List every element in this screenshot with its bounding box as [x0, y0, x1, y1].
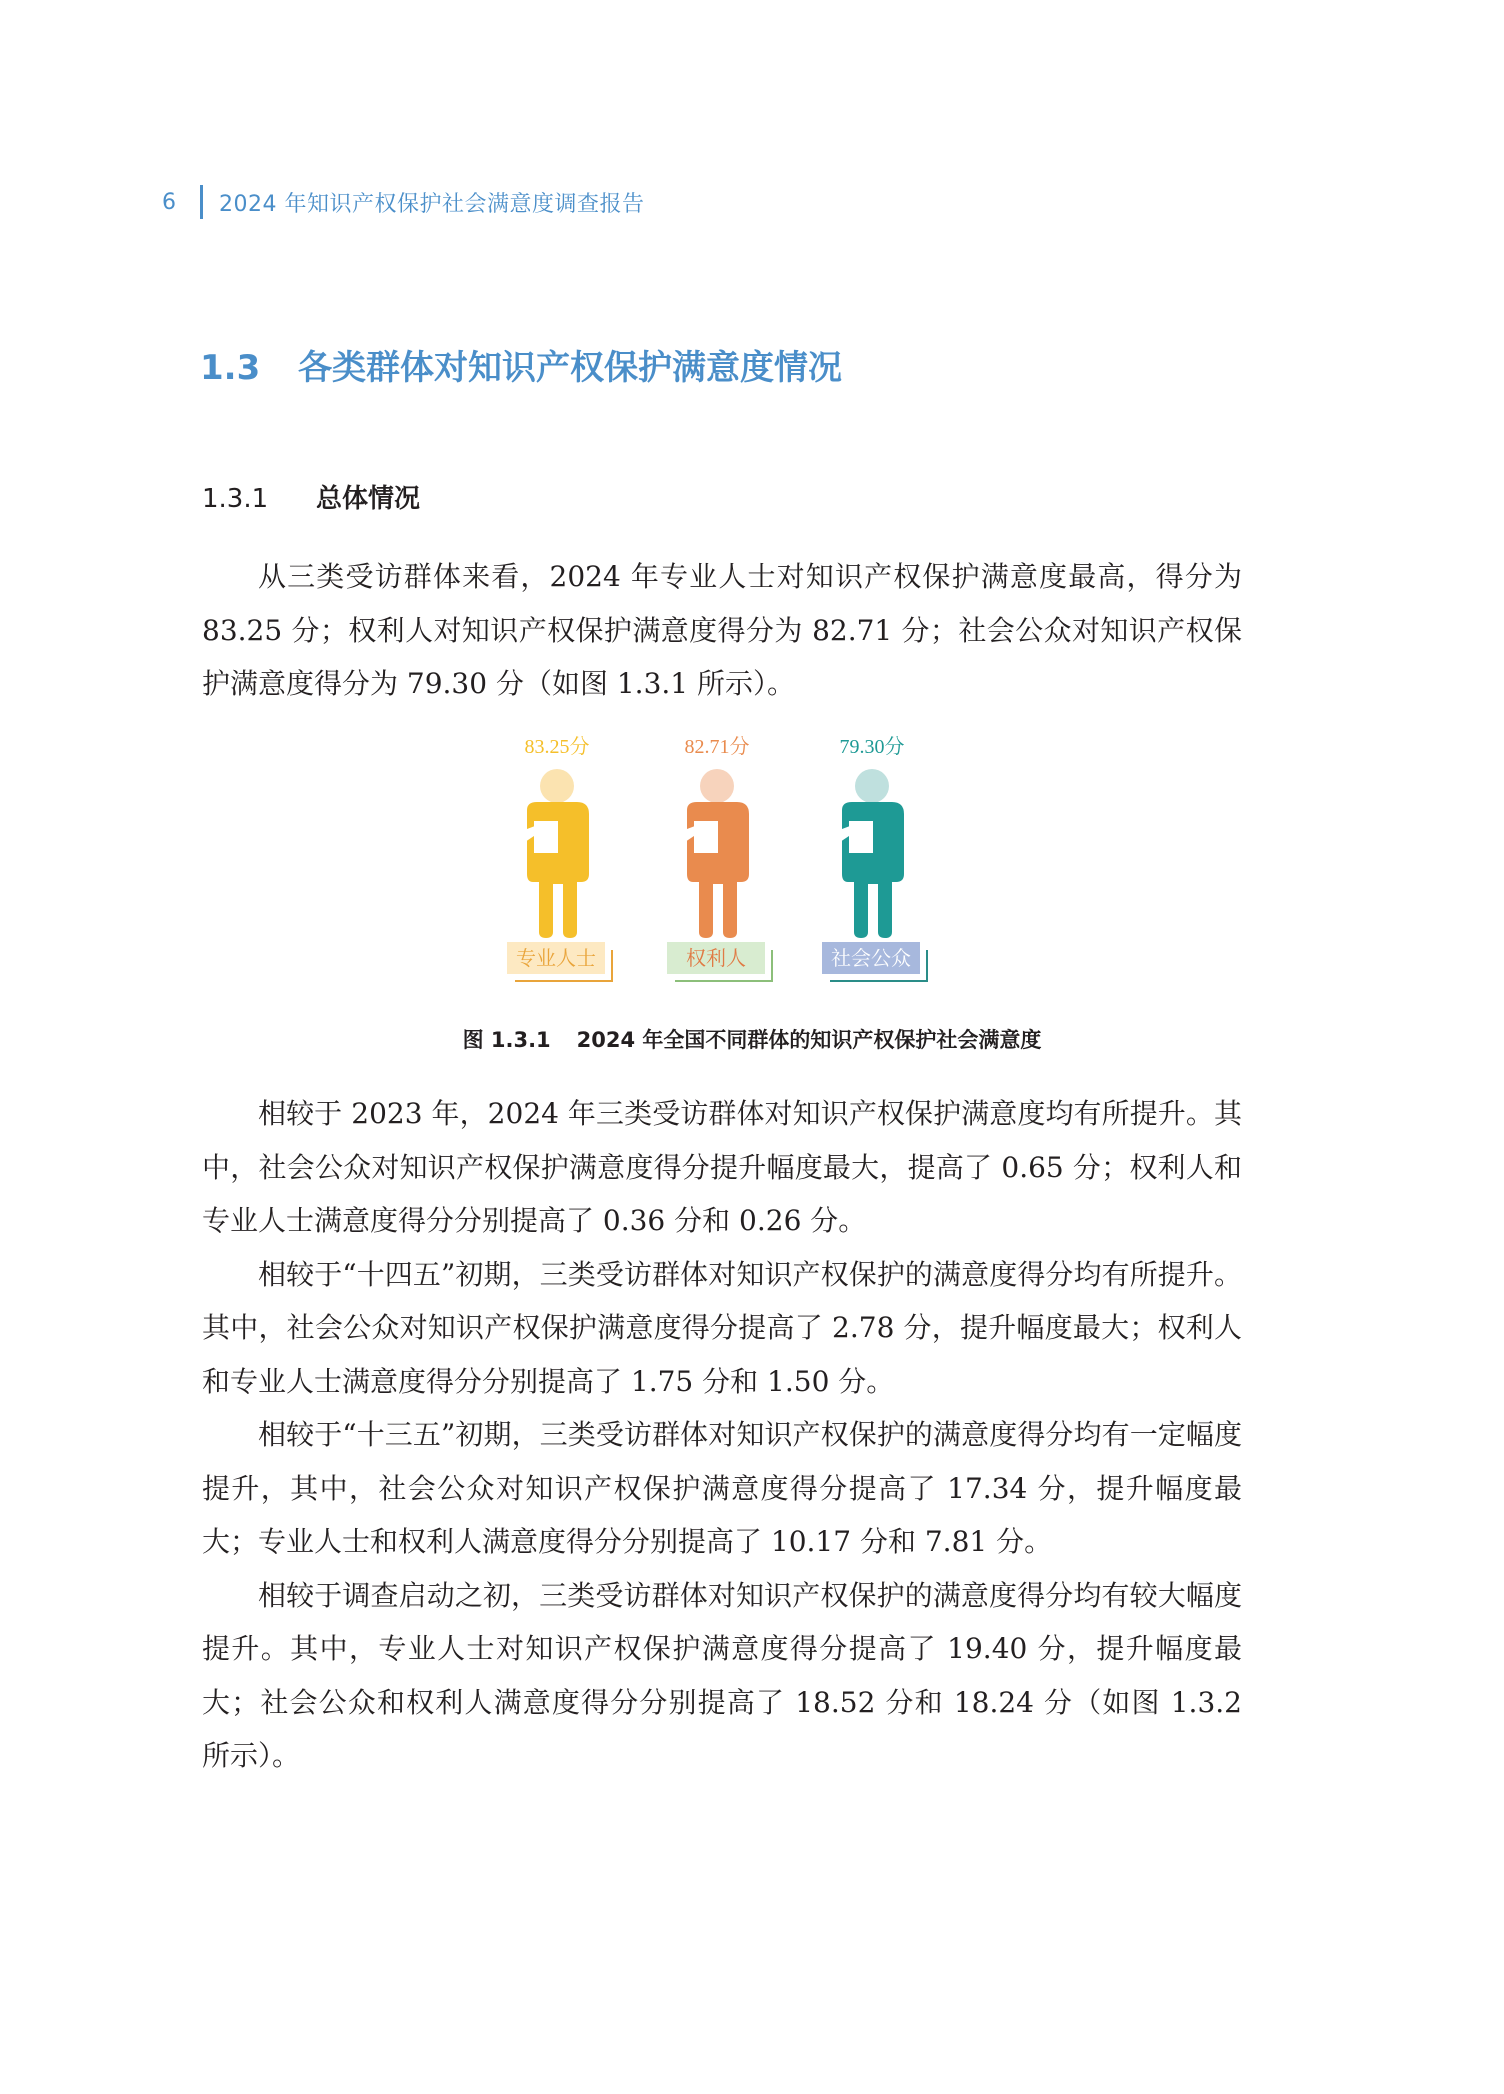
figure-caption	[0, 1024, 1504, 1054]
paragraph: 相较于调查启动之初，三类受访群体对知识产权保护的满意度得分均有较大幅度提升。其中，专业人士对知识产权保护满意度得分提高了 19.40 分，提升幅度最大；社会公众和权利人满意度得分分别提高了 18.52 分和 18.24 分（如图 1.3.2 所示）。	[202, 1578, 1242, 1772]
person-icon	[497, 766, 617, 938]
page-number: 6	[162, 189, 176, 215]
section-number: 1.3	[200, 348, 261, 388]
group-label-box	[822, 942, 922, 976]
group-label: 社会公众	[822, 942, 920, 974]
score-label: 79.30分	[839, 736, 905, 758]
paragraph: 相较于“十四五”初期，三类受访群体对知识产权保护的满意度得分均有所提升。其中，社会公众对知识产权保护满意度得分提高了 2.78 分，提升幅度最大；权利人和专业人士满意度得分分别提高了 1.75 分和 1.50 分。	[202, 1257, 1242, 1398]
group-rights-holders	[627, 722, 807, 992]
group-label: 权利人	[667, 942, 765, 974]
group-label-box	[667, 942, 767, 976]
score-label: 83.25分	[524, 736, 590, 758]
intro-text	[202, 550, 1242, 711]
header-divider	[200, 185, 203, 219]
person-icon	[657, 766, 777, 938]
group-general-public	[782, 722, 962, 992]
subsection-heading	[202, 478, 420, 515]
group-professionals	[467, 722, 647, 992]
subsection-title: 总体情况	[316, 484, 421, 514]
paragraph: 相较于“十三五”初期，三类受访群体对知识产权保护的满意度得分均有一定幅度提升，其中，社会公众对知识产权保护满意度得分提高了 17.34 分，提升幅度最大；专业人士和权利人满意度得分分别提高了 10.17 分和 7.81 分。	[202, 1418, 1242, 1558]
body-text	[202, 1087, 1242, 1783]
group-label: 专业人士	[507, 942, 605, 974]
figure-1-3-1	[0, 722, 1504, 992]
score-label: 82.71分	[684, 736, 750, 758]
paragraph: 相较于 2023 年，2024 年三类受访群体对知识产权保护满意度均有所提升。其中，社会公众对知识产权保护满意度得分提升幅度最大，提高了 0.65 分；权利人和专业人士满意度得分分别提高了 0.36 分和 0.26 分。	[202, 1097, 1242, 1237]
subsection-number: 1.3.1	[202, 484, 269, 514]
figure-caption-number: 图 1.3.1	[462, 1028, 551, 1052]
paragraph: 从三类受访群体来看，2024 年专业人士对知识产权保护满意度最高，得分为 83.25 分；权利人对知识产权保护满意度得分为 82.71 分；社会公众对知识产权保护满意度得分为 79.30 分（如图 1.3.1 所示）。	[202, 560, 1242, 700]
section-heading	[200, 340, 842, 389]
figure-caption-text: 2024 年全国不同群体的知识产权保护社会满意度	[576, 1028, 1042, 1052]
group-label-box	[507, 942, 607, 976]
running-header	[162, 184, 644, 220]
person-icon	[812, 766, 932, 938]
running-header-title: 2024 年知识产权保护社会满意度调查报告	[219, 191, 645, 217]
section-title: 各类群体对知识产权保护满意度情况	[298, 348, 842, 388]
